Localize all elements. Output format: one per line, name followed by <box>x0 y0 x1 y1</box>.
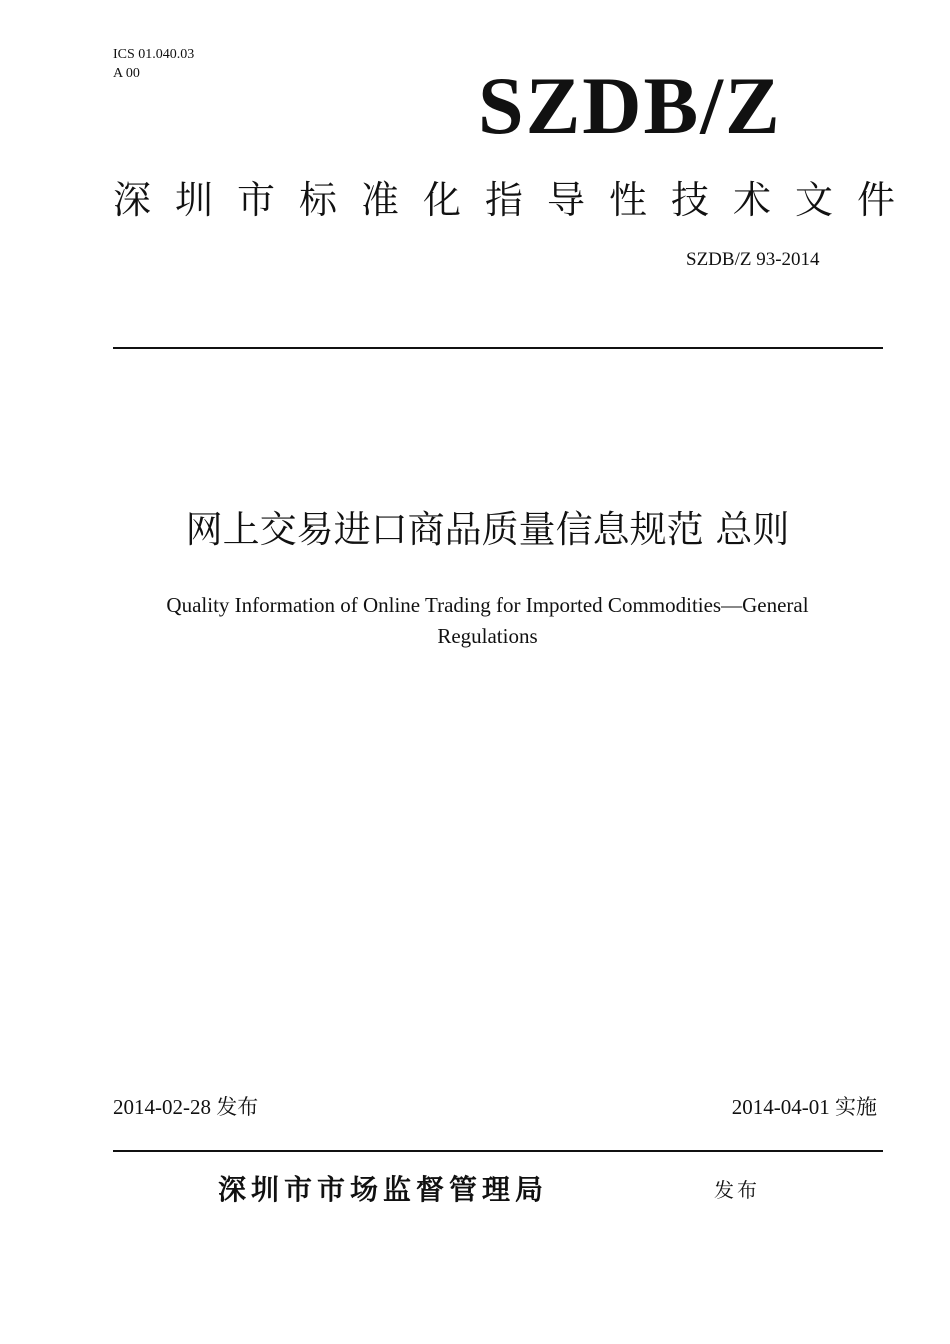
classification-code: A 00 <box>113 66 140 81</box>
ics-code: ICS 01.040.03 <box>113 47 195 62</box>
title-english-line1: Quality Information of Online Trading for Imported Commodities—General <box>166 593 809 617</box>
issuing-action: 发布 <box>714 1178 760 1202</box>
top-divider <box>113 347 883 349</box>
document-type: 深圳市标准化指导性技术文件 <box>113 178 920 222</box>
title-english-line2: Regulations <box>437 624 538 648</box>
issuing-authority: 深圳市市场监督管理局 <box>218 1173 549 1206</box>
standard-logo: SZDB/Z <box>478 60 782 151</box>
document-number: SZDB/Z 93-2014 <box>686 249 820 270</box>
title-chinese: 网上交易进口商品质量信息规范 总则 <box>185 508 790 551</box>
bottom-divider <box>113 1150 883 1152</box>
issue-date: 2014-02-28 发布 <box>113 1095 259 1119</box>
effective-date: 2014-04-01 实施 <box>731 1095 877 1119</box>
